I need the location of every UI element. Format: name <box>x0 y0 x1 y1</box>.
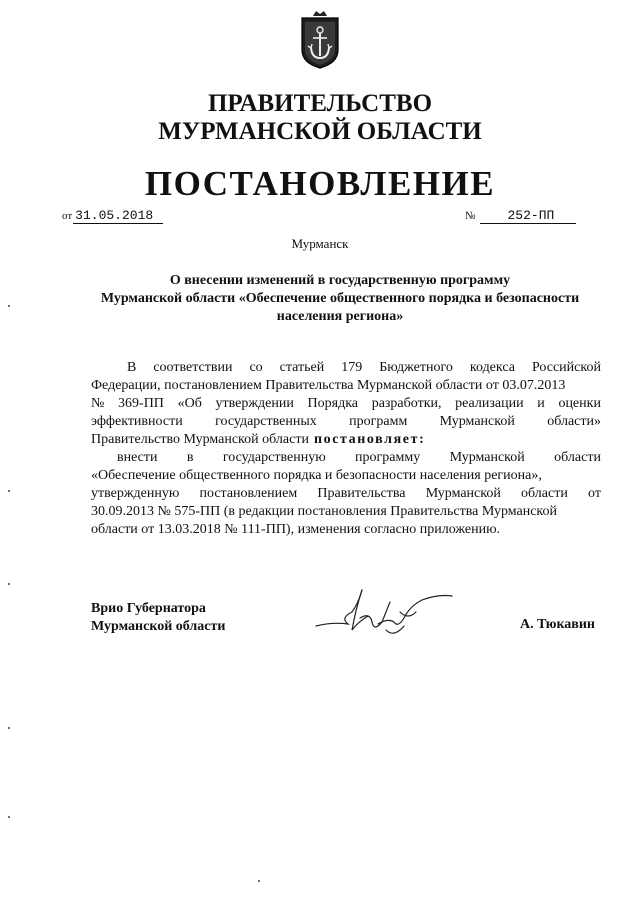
body-line: эффективности государственных программ Мурманской области» <box>91 414 601 429</box>
handwritten-signature-icon <box>312 582 462 642</box>
government-name-line2: МУРМАНСКОЙ ОБЛАСТИ <box>158 118 482 145</box>
resolution-word: постановляет: <box>313 432 426 447</box>
date-value: 31.05.2018 <box>73 208 163 224</box>
body-line: внести в государственную программу Мурманской области <box>117 450 601 465</box>
document-body <box>91 359 601 539</box>
body-line: 30.09.2013 № 575-ПП (в редакции постановления Правительства Мурманской <box>91 504 558 519</box>
signatory-name: А. Тюкавин <box>520 617 595 632</box>
body-line: утвержденную постановлением Правительства Мурманской области от <box>91 486 601 501</box>
subject-line: О внесении изменений в государственную программу <box>169 273 511 288</box>
body-line: Федерации, постановлением Правительства Мурманской области от 03.07.2013 <box>91 378 566 393</box>
government-name-line1: ПРАВИТЕЛЬСТВО <box>207 90 433 117</box>
document-date <box>62 208 163 224</box>
number-value: 252-ПП <box>480 208 577 224</box>
body-line: № 369-ПП «Об утверждении Порядка разработки, реализации и оценки <box>91 396 601 411</box>
date-prefix: от <box>62 210 73 222</box>
position-line: Врио Губернатора <box>91 601 206 616</box>
signatory-position <box>91 600 225 636</box>
document-number <box>465 208 576 224</box>
subject-line: Мурманской области «Обеспечение общественного порядка и безопасности <box>100 291 580 306</box>
number-prefix: № <box>465 210 476 222</box>
body-line: В соответствии со статьей 179 Бюджетного кодекса Российской <box>127 360 601 375</box>
city: Мурманск <box>291 236 349 251</box>
coat-of-arms-icon <box>296 10 344 70</box>
position-line: Мурманской области <box>91 619 226 634</box>
subject-line: населения региона» <box>276 309 404 324</box>
document-type-title: ПОСТАНОВЛЕНИЕ <box>144 164 496 203</box>
body-line: «Обеспечение общественного порядка и безопасности населения региона», <box>91 468 542 483</box>
document-subject <box>80 272 600 326</box>
body-line: области от 13.03.2018 № 111-ПП), изменения согласно приложению. <box>91 522 501 537</box>
body-line: Правительство Мурманской области постановляет: <box>91 432 426 447</box>
